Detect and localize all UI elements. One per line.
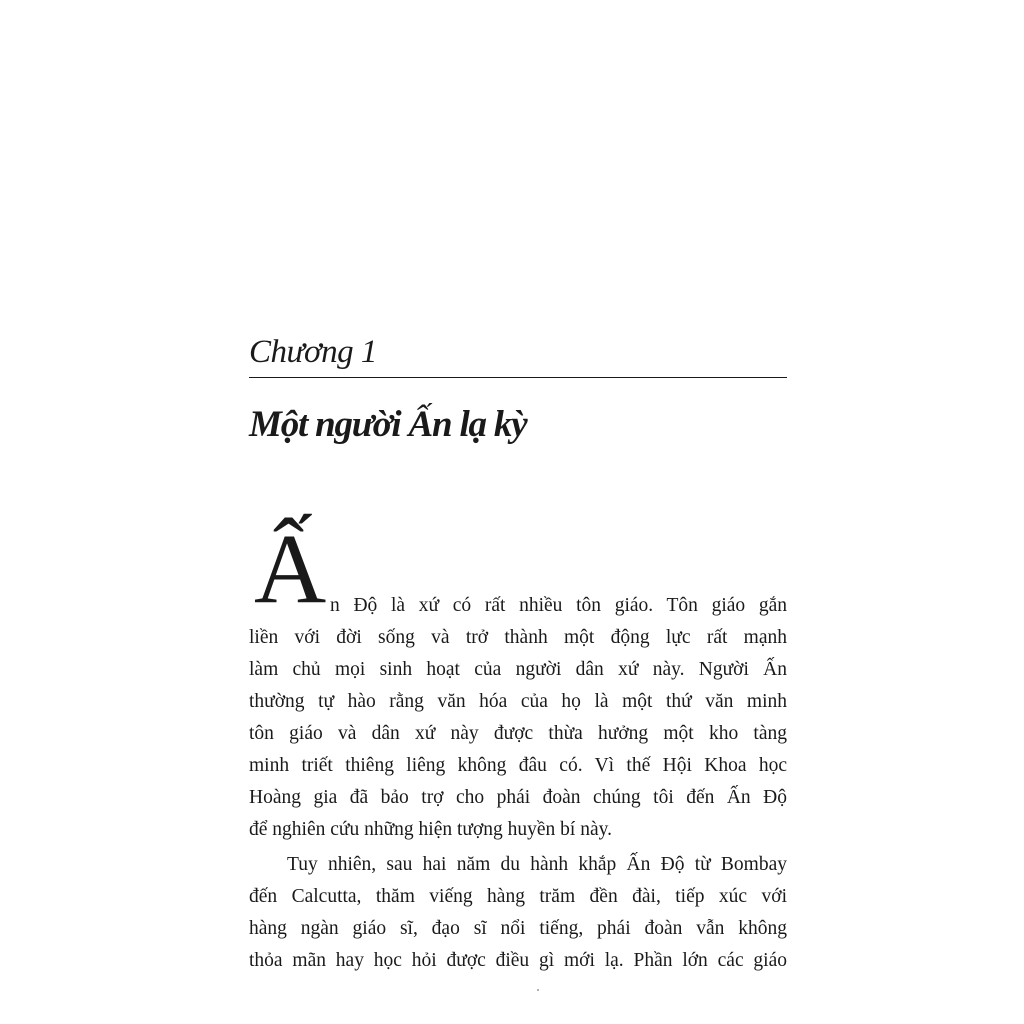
paragraph-line: để nghiên cứu những hiện tượng huyền bí này. [249,819,612,840]
paragraph-line: làm chủ mọi sinh hoạt của người dân xứ này. Người Ấn [249,659,787,680]
paragraph-line: Tuy nhiên, sau hai năm du hành khắp Ấn Độ từ Bombay [287,854,787,875]
chapter-label: Chương 1 [249,334,377,370]
scan-speck [537,989,539,991]
paragraph-line: hàng ngàn giáo sĩ, đạo sĩ nổi tiếng, phái đoàn vẫn không [249,918,787,939]
paragraph-line: Hoàng gia đã bảo trợ cho phái đoàn chúng tôi đến Ấn Độ [249,787,787,808]
paragraph-line: liền với đời sống và trở thành một động lực rất mạnh [249,627,787,648]
paragraph-line: n Độ là xứ có rất nhiều tôn giáo. Tôn giáo gắn [330,595,787,616]
chapter-title: Một người Ấn lạ kỳ [249,404,527,445]
paragraph-line: thường tự hào rằng văn hóa của họ là một thứ văn minh [249,691,787,712]
drop-cap: Ấ [254,513,327,624]
paragraph-line: minh triết thiêng liêng không đâu có. Vì thế Hội Khoa học [249,755,787,776]
paragraph-line: thỏa mãn hay học hỏi được điều gì mới lạ. Phần lớn các giáo [249,950,787,971]
paragraph-line: đến Calcutta, thăm viếng hàng trăm đền đài, tiếp xúc với [249,886,787,907]
chapter-divider [249,377,787,378]
paragraph-1 [249,590,787,846]
paragraph-line: tôn giáo và dân xứ này được thừa hưởng một kho tàng [249,723,787,744]
paragraph-2 [249,849,787,977]
